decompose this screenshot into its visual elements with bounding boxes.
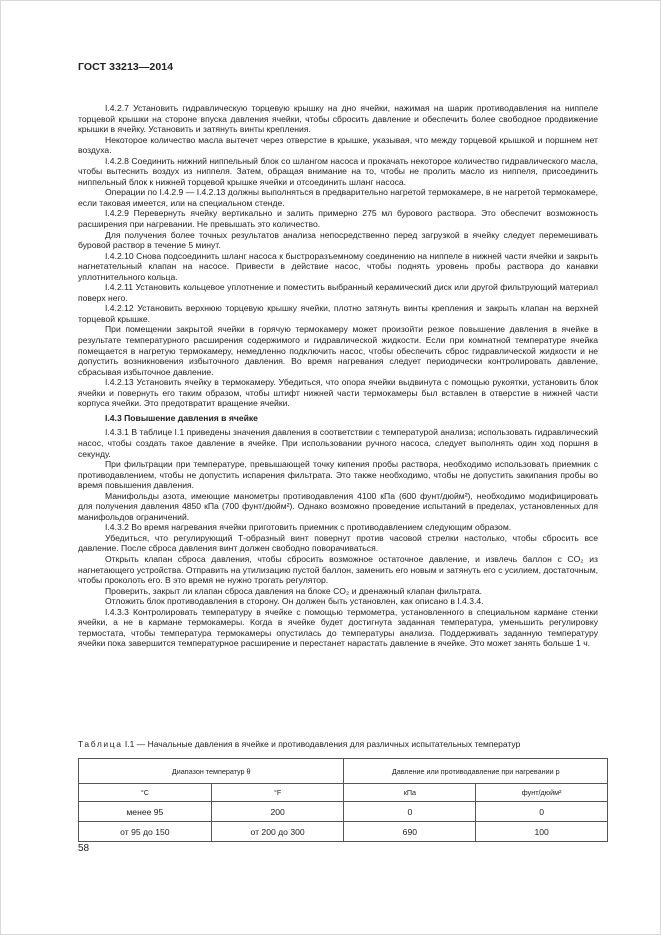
table-row bbox=[79, 802, 608, 822]
paragraph: При помещении закрытой ячейки в горячую термокамеру может произойти резкое повышение давления в ячейке в результате температурного расширения содержимого и гидравлической жидкости. Если при комнатной температуре ячейка помещается в нагретую термокамеру, немедленно подключить насос, чтобы обеспечить сброс гидравлической жидкости и не допустить возникновения избыточного давления. Во время нагревания следует периодически контролировать давление, сбрасывая избыточное давление. bbox=[78, 324, 598, 377]
paragraph: Для получения более точных результатов анализа непосредственно перед загрузкой в ячейку следует перемешивать буровой раствор в течение 5 минут. bbox=[78, 229, 598, 251]
paragraph: I.4.2.13 Установить ячейку в термокамеру. Убедиться, что опора ячейки выдвинута с помощью рукоятки, установить блок ячейки и повернуть его таким образом, чтобы штифт нижней части термокамеры был вставлен в отверстие в нижней части корпуса ячейки. Это предотвратит вращение ячейки. bbox=[78, 377, 598, 409]
table-unit-header: °F bbox=[211, 784, 344, 802]
page-number: 58 bbox=[78, 843, 90, 854]
paragraph: Операции по I.4.2.9 — I.4.2.13 должны выполняться в предварительно нагретой термокамере, в не нагретой термокамере, если таковая имеется, или на специальном стенде. bbox=[78, 187, 598, 208]
paragraph: При фильтрации при температуре, превышающей точку кипения пробы раствора, необходимо использовать приемник с противодавлением, чтобы не допустить испарения фильтрата. Это также необходимо, чтобы не допустить закипания пробы во время повышения давления. bbox=[78, 459, 598, 491]
table-cell: 200 bbox=[211, 802, 344, 822]
paragraph: Некоторое количество масла вытечет через отверстие в крышке, указывая, что между торцевой крышкой и поршнем нет воздуха. bbox=[78, 134, 598, 156]
pressure-table bbox=[78, 758, 608, 842]
table-cell: 100 bbox=[476, 822, 608, 842]
table-unit-header: фунт/дюйм² bbox=[476, 784, 608, 802]
document-header: ГОСТ 33213—2014 bbox=[78, 61, 174, 73]
table-row bbox=[79, 822, 608, 842]
paragraph: Открыть клапан сброса давления, чтобы сбросить возможное остаточное давление, и извлечь баллон с CO₂ из нагнетающего устройства. Отправить на утилизацию пустой баллон, заменить его новым и затянуть его с усилием, достаточным, чтобы проколоть его. В это время не нужно трогать регулятор. bbox=[78, 553, 598, 586]
table-cell: 0 bbox=[476, 802, 608, 822]
section-heading: I.4.3 Повышение давления в ячейке bbox=[105, 412, 258, 423]
paragraph: I.4.2.7 Установить гидравлическую торцевую крышку на дно ячейки, нажимая на шарик противодавления на ниппеле торцевой крышки на стороне впуска давления ячейки, чтобы сбросить давление и обеспечить более свободное продвижение крышки в ячейку. Установить и затянуть винты крепления. bbox=[78, 103, 598, 135]
table-caption-prefix: Таблица bbox=[78, 739, 123, 749]
paragraph: Убедиться, что регулирующий Т-образный винт повернут против часовой стрелки настолько, чтобы сбросить все давление. После сброса давления винт должен свободно поворачиваться. bbox=[78, 532, 598, 554]
table-group-header: Давление или противодавление при нагревании p bbox=[344, 759, 608, 784]
table-group-header: Диапазон температур θ bbox=[79, 759, 344, 784]
paragraph: Проверить, закрыт ли клапан сброса давления на блоке CO₂ и дренажный клапан фильтрата. bbox=[105, 585, 483, 596]
paragraph: I.4.2.8 Соединить нижний ниппельный блок со шлангом насоса и прокачать некоторое количество гидравлического масла, чтобы вытеснить воздух из ниппеля. Затем, обращая внимание на то, чтобы не пролить масло из ниппеля, присоединить ниппельный блок к нижней торцевой крышке ячейки и отсоединить шланг насоса. bbox=[78, 155, 598, 187]
table-unit-header: кПа bbox=[344, 784, 476, 802]
paragraph: I.4.2.9 Перевернуть ячейку вертикально и залить примерно 275 мл бурового раствора. Это обеспечит возможность расширения при нагревании. Не превышать это количество. bbox=[78, 208, 598, 230]
table-cell: 690 bbox=[344, 822, 476, 842]
table-unit-header: °C bbox=[79, 784, 212, 802]
table-cell: менее 95 bbox=[79, 802, 212, 822]
paragraph: Манифольды азота, имеющие манометры противодавления 4100 кПа (600 фунт/дюйм²), необходимо модифицировать для получения давления 4850 кПа (700 фунт/дюйм²). Однако возможно проведение испытаний в пределах, установленных для манифольдов ограничений. bbox=[78, 490, 598, 522]
paragraph: I.4.2.12 Установить верхнюю торцевую крышку ячейки, плотно затянуть винты крепления и закрыть клапан на верхней торцевой крышке. bbox=[78, 303, 598, 324]
paragraph: I.4.3.3 Контролировать температуру в ячейке с помощью термометра, установленного в специальном кармане стенки ячейки, а не в кармане термокамеры. Когда в ячейке будет достигнута заданная температура, уменьшить регулировку термостата, чтобы температура термокамеры опустилась до температуры анализа. Поддерживать заданную температуру ячейки пока завершится температурное расширение и перестанет нарастать давление в ячейке. Это может занять больше 1 ч. bbox=[78, 606, 598, 649]
table-cell: 0 bbox=[344, 802, 476, 822]
table-caption-text: I.1 — Начальные давления в ячейке и противодавления для различных испытательных температур bbox=[124, 739, 521, 749]
paragraph: Отложить блок противодавления в сторону. Он должен быть установлен, как описано в I.4.3.4. bbox=[105, 596, 484, 607]
paragraph: I.4.3.2 Во время нагревания ячейки приготовить приемник с противодавлением следующим образом. bbox=[105, 522, 512, 533]
table-cell: от 200 до 300 bbox=[211, 822, 344, 842]
paragraph: I.4.2.10 Снова подсоединить шланг насоса к быстроразъемному соединению на ниппеле в нижней части ячейки и закрыть нагнетательный клапан на насосе. Привести в действие насос, чтобы поднять уровень пробы раствора до канавки уплотнительного кольца. bbox=[78, 250, 598, 282]
table-caption bbox=[78, 739, 603, 749]
body-text bbox=[78, 103, 598, 649]
paragraph: I.4.2.11 Установить кольцевое уплотнение и поместить выбранный керамический диск или другой фильтрующий материал поверх него. bbox=[78, 282, 598, 303]
table-cell: от 95 до 150 bbox=[79, 822, 212, 842]
paragraph: I.4.3.1 В таблице I.1 приведены значения давления в соответствии с температурой анализа; использовать гидравлический насос, чтобы создать такое давление в ячейке. При использовании ручного насоса, следует выполнять один ход поршня в секунду. bbox=[78, 427, 598, 459]
